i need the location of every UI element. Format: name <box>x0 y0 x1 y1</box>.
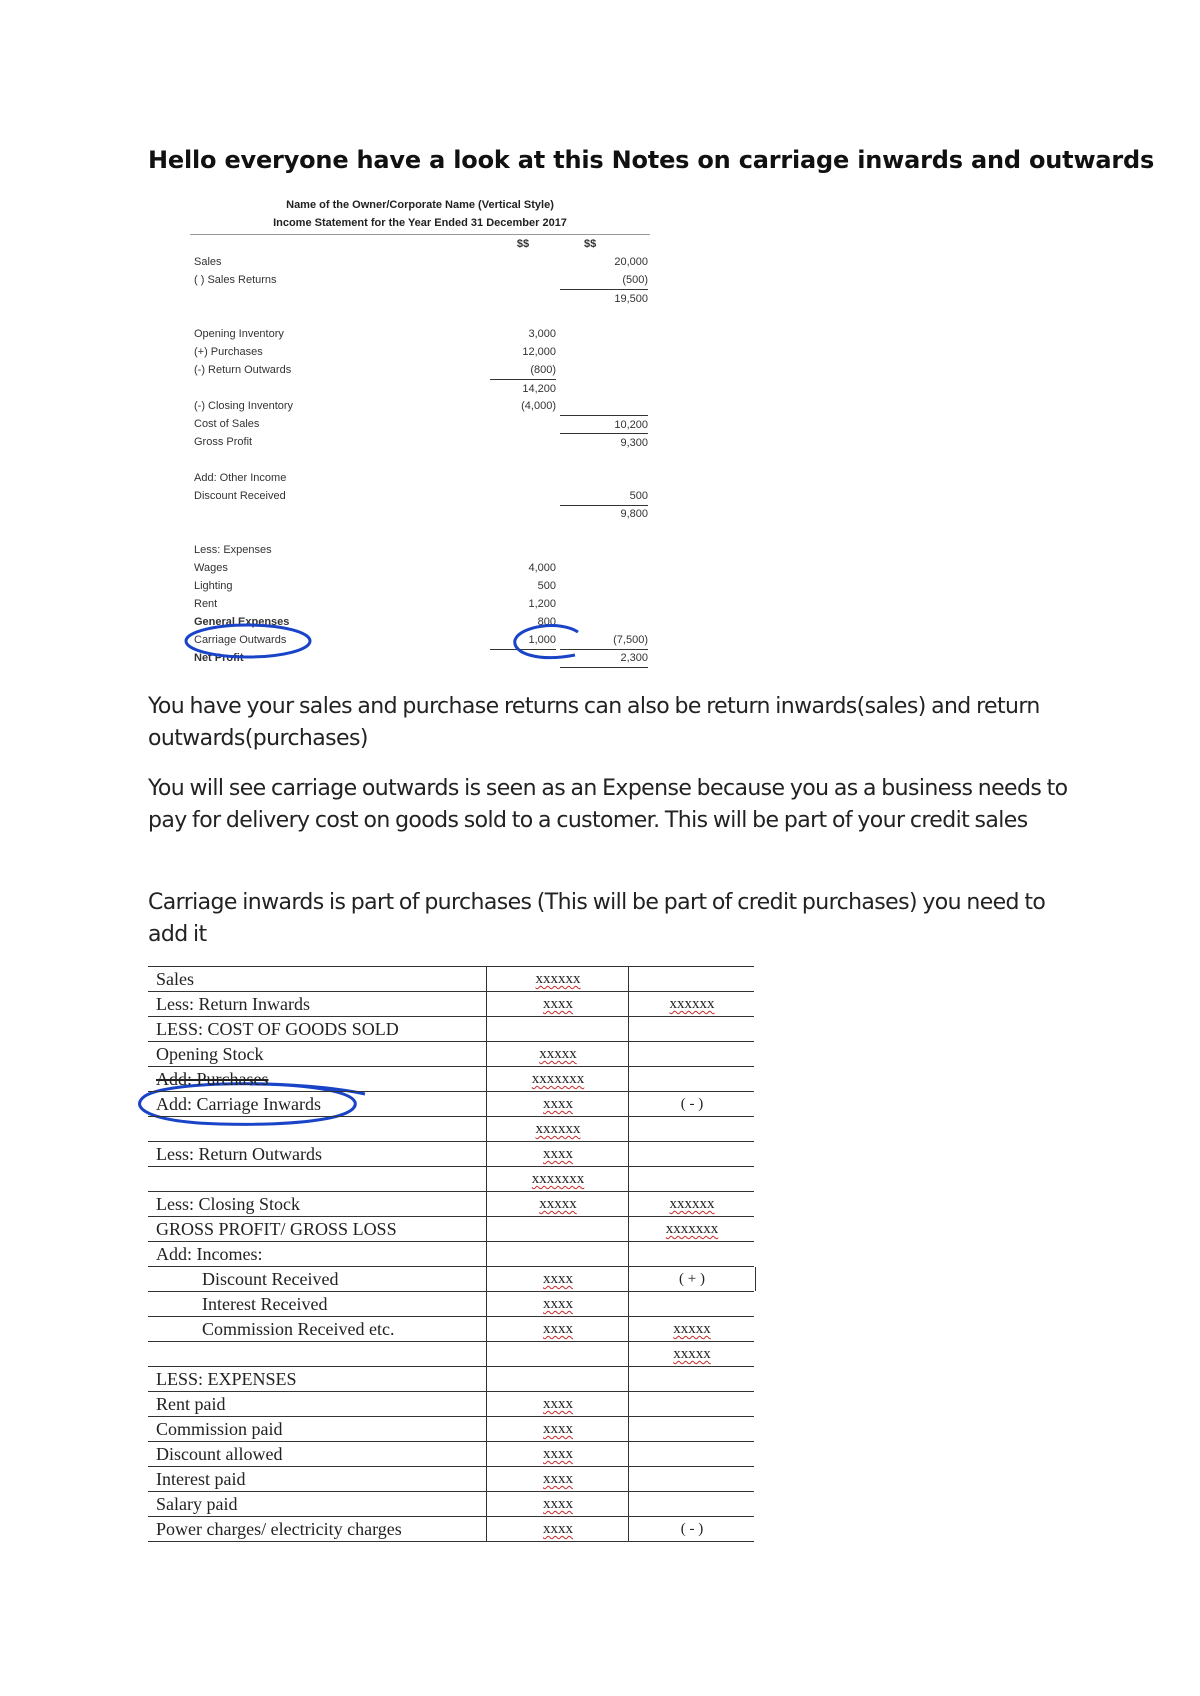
template-row-col1: xxxx <box>486 1392 629 1416</box>
statement-row <box>190 505 650 523</box>
statement-row-label: General Expenses <box>194 616 290 628</box>
statement-row <box>190 451 650 469</box>
template-row-col2 <box>628 1442 755 1466</box>
template-row-col1 <box>486 1217 629 1241</box>
statement-row-label: Net Profit <box>194 652 244 664</box>
statement-row-label: Cost of Sales <box>194 418 260 430</box>
template-row-col1: xxxxx <box>486 1042 629 1066</box>
template-row-col2 <box>628 1467 755 1491</box>
template-row-col2 <box>628 1292 755 1316</box>
template-row <box>148 1442 754 1467</box>
template-row-label: Add: Carriage Inwards <box>156 1094 321 1114</box>
statement-row-col2: 2,300 <box>560 649 648 668</box>
template-row-col1: xxxx <box>486 1467 629 1491</box>
template-row-col1: xxxx <box>486 1292 629 1316</box>
template-row <box>148 992 754 1017</box>
template-row-label: Interest paid <box>156 1469 246 1489</box>
trading-account-template <box>148 966 754 1542</box>
template-row-label: Power charges/ electricity charges <box>156 1519 402 1539</box>
template-row-col2: ( - ) <box>628 1092 755 1116</box>
statement-row-col1: (800) <box>530 364 556 376</box>
template-row-col2 <box>628 1042 755 1066</box>
template-row-label: LESS: COST OF GOODS SOLD <box>156 1019 399 1039</box>
statement-row <box>190 325 650 343</box>
template-row-col1: xxxx <box>486 1442 629 1466</box>
statement-row-col1: 14,200 <box>490 379 556 398</box>
template-row <box>148 967 754 992</box>
template-row <box>148 1467 754 1492</box>
statement-row <box>190 577 650 595</box>
template-row-col2: xxxxx <box>628 1317 755 1341</box>
template-row-label: GROSS PROFIT/ GROSS LOSS <box>156 1219 397 1239</box>
template-row-col1: xxxx <box>486 1517 629 1541</box>
statement-row <box>190 253 650 271</box>
statement-row <box>190 613 650 631</box>
statement-row-label: (-) Closing Inventory <box>194 400 294 412</box>
statement-row-col1: 1,200 <box>528 598 556 610</box>
template-row-col2: xxxxx <box>628 1342 755 1366</box>
template-row <box>148 1142 754 1167</box>
template-row-label: Interest Received <box>202 1294 328 1314</box>
template-row-col1: xxxx <box>486 1417 629 1441</box>
template-row <box>148 1392 754 1417</box>
statement-row-label: Sales <box>194 256 222 268</box>
template-row-col1: xxxxxxx <box>486 1067 629 1091</box>
statement-row-label: Opening Inventory <box>194 328 284 340</box>
template-row <box>148 1017 754 1042</box>
statement-row-col1: 12,000 <box>522 346 556 358</box>
statement-row-label: (+) Purchases <box>194 346 263 358</box>
statement-subtitle: Income Statement for the Year Ended 31 December 2017 <box>273 217 567 229</box>
template-row-label: Commission paid <box>156 1419 283 1439</box>
template-row-col2 <box>628 1117 755 1141</box>
statement-row <box>190 469 650 487</box>
statement-row <box>190 595 650 613</box>
template-row-col2 <box>628 1417 755 1441</box>
statement-row-col1: 500 <box>537 580 556 592</box>
statement-row <box>190 559 650 577</box>
template-row-label: Discount allowed <box>156 1444 283 1464</box>
statement-row <box>190 631 650 649</box>
template-row <box>148 1342 754 1367</box>
template-row <box>148 1292 754 1317</box>
paragraph-returns: You have your sales and purchase returns can also be return inwards(sales) and return outwards(purchases) <box>148 694 1040 751</box>
template-row <box>148 1417 754 1442</box>
template-row <box>148 1117 754 1142</box>
template-row-label: Add: Purchases <box>156 1069 269 1089</box>
statement-title: Name of the Owner/Corporate Name (Vertical Style) <box>286 199 554 211</box>
template-row-col2 <box>628 1017 755 1041</box>
statement-row-col2: 20,000 <box>614 256 648 268</box>
statement-row-label: ( ) Sales Returns <box>194 274 277 286</box>
template-row-label: Commission Received etc. <box>202 1319 395 1339</box>
paragraph-carriage-outwards: You will see carriage outwards is seen as an Expense because you as a business needs to pay for delivery cost on goods sold to a customer. This will be part of your credit sales <box>148 776 1068 833</box>
statement-row <box>190 649 650 667</box>
template-row <box>148 1192 754 1217</box>
template-row-label: Sales <box>156 969 194 989</box>
template-row-col1: xxxxx <box>486 1192 629 1216</box>
statement-row <box>190 433 650 451</box>
statement-row-col2: 19,500 <box>560 289 648 308</box>
statement-header-row <box>190 235 650 253</box>
col2-header: $$ <box>584 238 597 250</box>
template-row <box>148 1367 754 1392</box>
statement-row-col2: 9,800 <box>620 508 648 520</box>
statement-row-label: Wages <box>194 562 228 574</box>
statement-row-col1: 800 <box>537 616 556 628</box>
template-row <box>148 1042 754 1067</box>
template-row <box>148 1067 754 1092</box>
template-row-col2 <box>628 1367 755 1391</box>
template-row-col2 <box>628 1067 755 1091</box>
template-row-label: Opening Stock <box>156 1044 264 1064</box>
template-row-col2 <box>628 1167 755 1191</box>
statement-row-label: Less: Expenses <box>194 544 272 556</box>
template-row <box>148 1167 754 1192</box>
statement-row-label: Lighting <box>194 580 233 592</box>
template-row-label: Less: Return Outwards <box>156 1144 322 1164</box>
template-row-label: LESS: EXPENSES <box>156 1369 297 1389</box>
template-row-label: Discount Received <box>202 1269 339 1289</box>
template-row-label: Salary paid <box>156 1494 238 1514</box>
statement-row <box>190 379 650 397</box>
statement-row-col1: (4,000) <box>521 400 556 412</box>
statement-row-col1: 4,000 <box>528 562 556 574</box>
template-row-col2 <box>628 1392 755 1416</box>
statement-row-label: (-) Return Outwards <box>194 364 292 376</box>
template-row <box>148 1517 754 1542</box>
template-row-col1: xxxx <box>486 1092 629 1116</box>
col1-header: $$ <box>516 238 530 250</box>
statement-row <box>190 415 650 433</box>
template-row-col2 <box>628 1142 755 1166</box>
statement-row-label: Discount Received <box>194 490 286 502</box>
statement-row-label: Rent <box>194 598 218 610</box>
template-row-col2: xxxxxxx <box>628 1217 755 1241</box>
statement-row <box>190 361 650 379</box>
page-heading: Hello everyone have a look at this Notes on carriage inwards and outwards <box>148 146 1155 174</box>
template-row-col2 <box>628 967 755 991</box>
statement-row-label: Carriage Outwards <box>194 634 287 646</box>
template-row <box>148 1492 754 1517</box>
template-row-col1 <box>486 1017 629 1041</box>
statement-row <box>190 271 650 289</box>
statement-row <box>190 397 650 415</box>
statement-row-col1 <box>490 649 556 650</box>
statement-row-col1: 1,000 <box>528 634 556 646</box>
template-row-col1: xxxx <box>486 1492 629 1516</box>
statement-row-label: Add: Other Income <box>194 472 287 484</box>
template-row-col1 <box>486 1367 629 1391</box>
template-row-label: Rent paid <box>156 1394 226 1414</box>
template-row-col2: xxxxxx <box>628 992 755 1016</box>
template-row <box>148 1317 754 1342</box>
template-row-col1: xxxx <box>486 1142 629 1166</box>
template-row-col1 <box>486 1242 629 1266</box>
statement-row-col1: 3,000 <box>528 328 556 340</box>
template-row-col2: ( + ) <box>628 1267 756 1291</box>
template-row <box>148 1092 754 1117</box>
template-row-col1: xxxxxx <box>486 1117 629 1141</box>
template-row <box>148 1217 754 1242</box>
template-row-col2 <box>628 1492 755 1516</box>
statement-row-col2: 10,200 <box>560 415 648 434</box>
statement-row <box>190 523 650 541</box>
template-row <box>148 1242 754 1267</box>
statement-row-col2: (500) <box>622 274 648 286</box>
statement-row-col2: 500 <box>560 487 648 506</box>
template-row-col1: xxxx <box>486 1317 629 1341</box>
income-statement <box>190 196 650 667</box>
template-row-label: Less: Closing Stock <box>156 1194 301 1214</box>
statement-row-col2: (7,500) <box>560 631 648 650</box>
statement-row-label: Gross Profit <box>194 436 253 448</box>
template-row-col1: xxxxxx <box>486 967 629 991</box>
statement-row <box>190 289 650 307</box>
template-row-col1 <box>486 1342 629 1366</box>
template-row-label: Add: Incomes: <box>156 1244 263 1264</box>
template-row-col1: xxxxxxx <box>486 1167 629 1191</box>
statement-row-col2: 9,300 <box>560 433 648 452</box>
template-row-col2 <box>628 1242 755 1266</box>
template-row-col2: xxxxxx <box>628 1192 755 1216</box>
paragraph-carriage-inwards: Carriage inwards is part of purchases (This will be part of credit purchases) you need to add it <box>148 890 1046 947</box>
template-row-col1: xxxx <box>486 992 629 1016</box>
template-row <box>148 1267 754 1292</box>
statement-row <box>190 487 650 505</box>
template-row-col2: ( - ) <box>628 1517 755 1541</box>
statement-row <box>190 541 650 559</box>
statement-row <box>190 343 650 361</box>
statement-row <box>190 307 650 325</box>
template-row-label: Less: Return Inwards <box>156 994 310 1014</box>
template-row-col1: xxxx <box>486 1267 629 1291</box>
